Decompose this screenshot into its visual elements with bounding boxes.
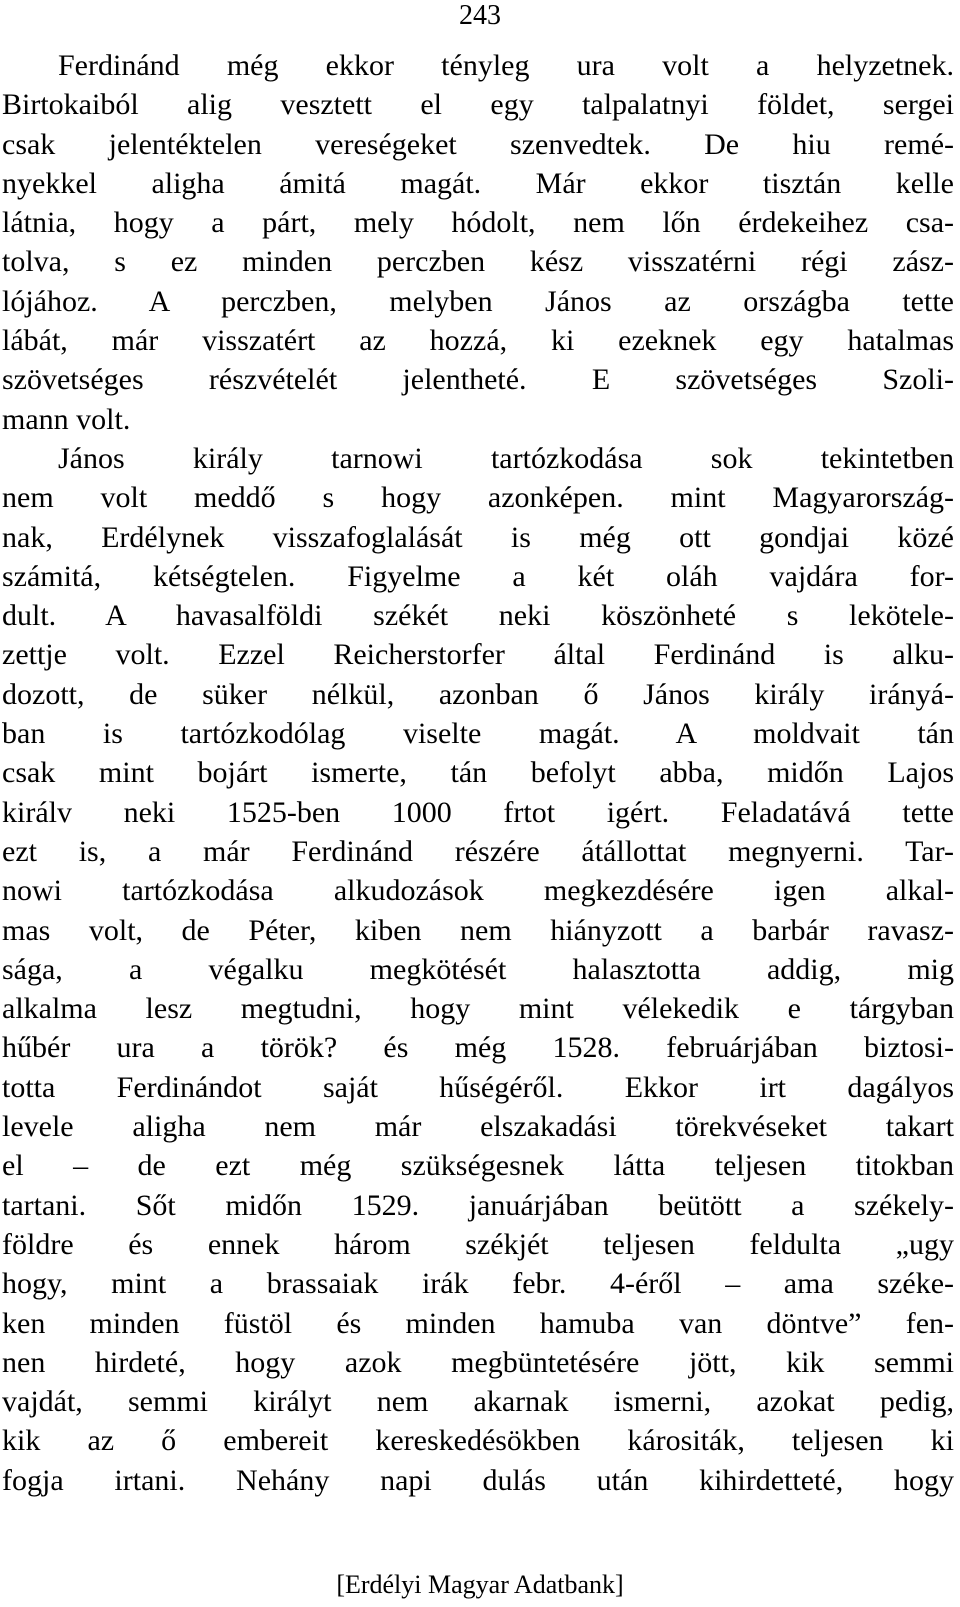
text-line: Ferdinánd még ekkor tényleg ura volt a helyzetnek. [58, 49, 954, 82]
text-line: sága, a végalku megkötését halasztotta addig, mig [2, 952, 954, 986]
text-line: számitá, kétségtelen. Figyelme a két oláh vajdára for- [2, 559, 954, 593]
text-line: látnia, hogy a párt, mely hódolt, nem lőn érdekeihez csa- [2, 206, 954, 240]
text-line: csak mint bojárt ismerte, tán befolyt abba, midőn Lajos [2, 756, 954, 790]
text-line: Birtokaiból alig vesztett el egy talpalatnyi földet, sergei [2, 88, 954, 122]
text-line: hogy, mint a brassaiak irák febr. 4-éről – ama széke- [2, 1267, 954, 1301]
text-line: alkalma lesz megtudni, hogy mint vélekedik e tárgyban [2, 992, 954, 1026]
text-line: nem volt meddő s hogy azonképen. mint Magyarország- [2, 481, 954, 515]
text-line: zettje volt. Ezzel Reicherstorfer által Ferdinánd is alku- [2, 638, 954, 672]
text-line: ken minden füstöl és minden hamuba van döntve” fen- [2, 1306, 954, 1340]
text-line: kik az ő embereit kereskedésökben kárositák, teljesen ki [2, 1424, 954, 1458]
text-line: vajdát, semmi királyt nem akarnak ismerni, azokat pedig, [2, 1385, 954, 1419]
text-line: János király tarnowi tartózkodása sok tekintetben [58, 441, 954, 475]
text-line: mann volt. [2, 402, 131, 436]
text-line: nen hirdeté, hogy azok megbüntetésére jött, kik semmi [2, 1345, 954, 1379]
text-line: ban is tartózkodólag viselte magát. A moldvait tán [2, 717, 954, 751]
text-line: szövetséges részvételét jelentheté. E szövetséges Szoli- [2, 363, 954, 397]
text-line: dult. A havasalföldi székét neki köszönheté s lekötele- [2, 599, 954, 633]
text-line: fogja irtani. Nehány napi dulás után kihirdetteté, hogy [2, 1463, 954, 1497]
text-line: mas volt, de Péter, kiben nem hiányzott a barbár ravasz- [2, 913, 954, 947]
page-number: 243 [459, 0, 501, 31]
text-line: hűbér ura a török? és még 1528. februárjában biztosi- [2, 1031, 954, 1065]
text-line: totta Ferdinándot saját hűségéről. Ekkor irt dagályos [2, 1070, 954, 1104]
body-text [2, 46, 954, 1500]
text-line: tartani. Sőt midőn 1529. januárjában beütött a székely- [2, 1188, 954, 1222]
footer-source: [Erdélyi Magyar Adatbank] [336, 1570, 624, 1599]
text-line: levele aligha nem már elszakadási törekvéseket takart [2, 1110, 954, 1144]
text-line: tolva, s ez minden perczben kész visszatérni régi zász- [2, 245, 954, 279]
text-line: ezt is, a már Ferdinánd részére átállottat megnyerni. Tar- [2, 834, 954, 868]
text-line: lábát, már visszatért az hozzá, ki ezeknek egy hatalmas [2, 324, 954, 358]
text-line: nowi tartózkodása alkudozások megkezdésére igen alkal- [2, 874, 954, 908]
text-line: lójához. A perczben, melyben János az országba tette [2, 284, 954, 318]
text-line: földre és ennek három székjét teljesen feldulta „ugy [2, 1227, 954, 1261]
text-line: dozott, de süker nélkül, azonban ő János király irányá- [2, 677, 954, 711]
text-line: nyekkel aligha ámitá magát. Már ekkor tisztán kelle [2, 166, 954, 200]
text-line: el – de ezt még szükségesnek látta teljesen titokban [2, 1149, 954, 1183]
text-line: nak, Erdélynek visszafoglalását is még ott gondjai közé [2, 520, 954, 554]
text-line: királv neki 1525-ben 1000 frtot igért. Feladatává tette [2, 795, 954, 829]
text-line: csak jelentéktelen vereségeket szenvedtek. De hiu remé- [2, 127, 954, 161]
